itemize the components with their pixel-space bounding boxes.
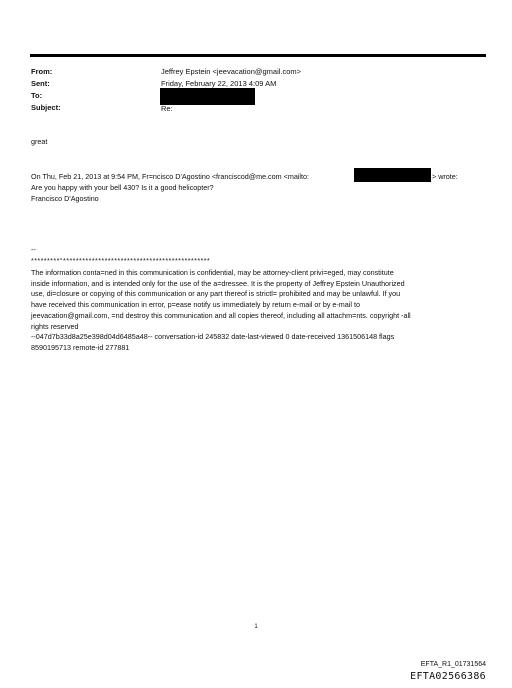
bates-id-large: EFTA02566386 [410, 671, 486, 682]
to-label: To: [31, 91, 43, 100]
disclaimer-line: use, di=closure or copying of this communication or any part thereof is strictl= prohibited and may be unlawful. If you [31, 289, 401, 299]
mailto-redaction [354, 168, 431, 182]
separator-stars: *********°********************************************** [31, 256, 211, 265]
quoted-signature: Francisco D'Agostino [31, 194, 99, 203]
from-value: Jeffrey Epstein <jeevacation@gmail.com> [161, 67, 302, 76]
quote-intro-post: > wrote: [432, 172, 458, 181]
disclaimer-line: --047d7b33d8a25e398d04d6485a48-- conversation-id 245832 date-last-viewed 0 date-received 1361506148 flags [31, 332, 395, 342]
bates-id-small: EFTA_R1_01731564 [420, 661, 486, 668]
sent-value: Friday, February 22, 2013 4:09 AM [161, 79, 277, 88]
greeting-text: great [31, 137, 48, 146]
disclaimer-block [31, 268, 491, 354]
disclaimer-line: have received this communication in error, p=ease notify us immediately by return e-mail or by e-mail to [31, 300, 360, 310]
page-number: 1 [254, 624, 258, 630]
quote-intro-pre: On Thu, Feb 21, 2013 at 9:54 PM, Fr=ncisco D'Agostino <franciscod@me.com <mailto: [31, 172, 309, 181]
from-label: From: [31, 67, 53, 76]
subject-value: Re: [161, 104, 173, 113]
disclaimer-line: The information conta=ned in this communication is confidential, may be attorney-client privi=eged, may constitute [31, 268, 394, 277]
disclaimer-line: 8590195713 remote-id 277881 [31, 342, 130, 352]
disclaimer-line: inside information, and is intended only for the use of the a=dressee. It is the property of Jeffrey Epstein Unauthorized [31, 278, 405, 288]
header-rule [30, 54, 486, 57]
separator-dashes: -- [31, 245, 36, 254]
sent-label: Sent: [31, 79, 50, 88]
subject-label: Subject: [31, 103, 61, 112]
quoted-question: Are you happy with your bell 430? Is it a good helicopter? [31, 183, 214, 192]
disclaimer-line: rights reserved [31, 321, 79, 331]
to-redaction [160, 88, 255, 105]
disclaimer-line: jeevacation@gmail.com, =nd destroy this communication and all copies thereof, including all attachm=nts. copyright -all [31, 310, 411, 320]
